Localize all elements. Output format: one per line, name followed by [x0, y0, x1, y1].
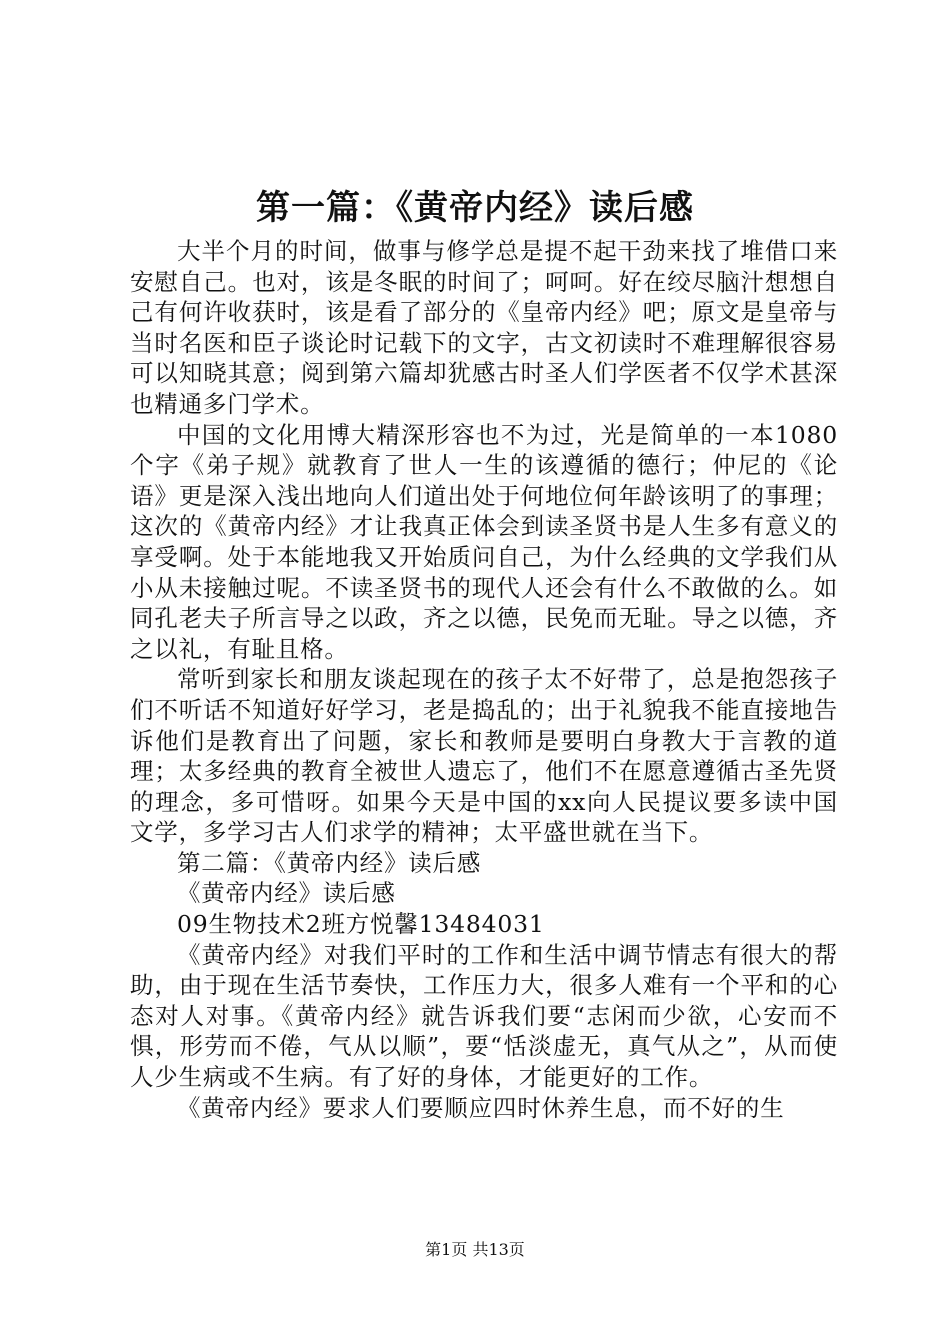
- page-footer: 第1页 共13页: [425, 1240, 525, 1259]
- author-line: 09生物技术2班方悦馨13484031: [177, 910, 545, 939]
- paragraph-4: 《黄帝内经》对我们平时的工作和生活中调节情志有很大的帮助，由于现在生活节奏快，工作压力大，很多人难有一个平和的心态对人对事。《黄帝内经》就告诉我们要“志闲而少欲，心安而不惧，形劳而不倦，气从以顺”，要“恬淡虚无，真气从之”，从而使人少生病或不生病。有了好的身体，才能更好的工作。: [130, 940, 838, 1092]
- paragraph-3: 常听到家长和朋友谈起现在的孩子太不好带了，总是抱怨孩子们不听话不知道好好学习，老是捣乱的；出于礼貌我不能直接地告诉他们是教育出了问题，家长和教师是要明白身教大于言教的道理；太多经典的教育全被世人遗忘了，他们不在愿意遵循古圣先贤的理念，多可惜呀。如果今天是中国的xx向人民提议要多读中国文学，多学习古人们求学的精神；太平盛世就在当下。: [130, 665, 838, 847]
- document-body: [130, 236, 838, 1123]
- document-title: 第一篇：《黄帝内经》读后感: [256, 188, 694, 228]
- paragraph-2: 中国的文化用博大精深形容也不为过，光是简单的一本1080个字《弟子规》就教育了世人一生的该遵循的德行；仲尼的《论语》更是深入浅出地向人们道出处于何地位何年龄该明了的事理；这次的《黄帝内经》才让我真正体会到读圣贤书是人生多有意义的享受啊。处于本能地我又开始质问自己，为什么经典的文学我们从小从未接触过呢。不读圣贤书的现代人还会有什么不敢做的么。如同孔老夫子所言导之以政，齐之以德，民免而无耻。导之以德，齐之以礼，有耻且格。: [130, 420, 838, 663]
- paragraph-1: 大半个月的时间，做事与修学总是提不起干劲来找了堆借口来安慰自己。也对，该是冬眠的时间了；呵呵。好在绞尽脑汁想想自己有何许收获时，该是看了部分的《皇帝内经》吧；原文是皇帝与当时名医和臣子谈论时记载下的文字，古文初读时不难理解很容易可以知晓其意；阅到第六篇却犹感古时圣人们学医者不仅学术甚深也精通多门学术。: [130, 237, 838, 418]
- section-heading-second: 第二篇：《黄帝内经》读后感: [177, 848, 482, 877]
- paragraph-5: 《黄帝内经》要求人们要顺应四时休养生息，而不好的生: [177, 1093, 785, 1122]
- section-subtitle: 《黄帝内经》读后感: [177, 879, 396, 908]
